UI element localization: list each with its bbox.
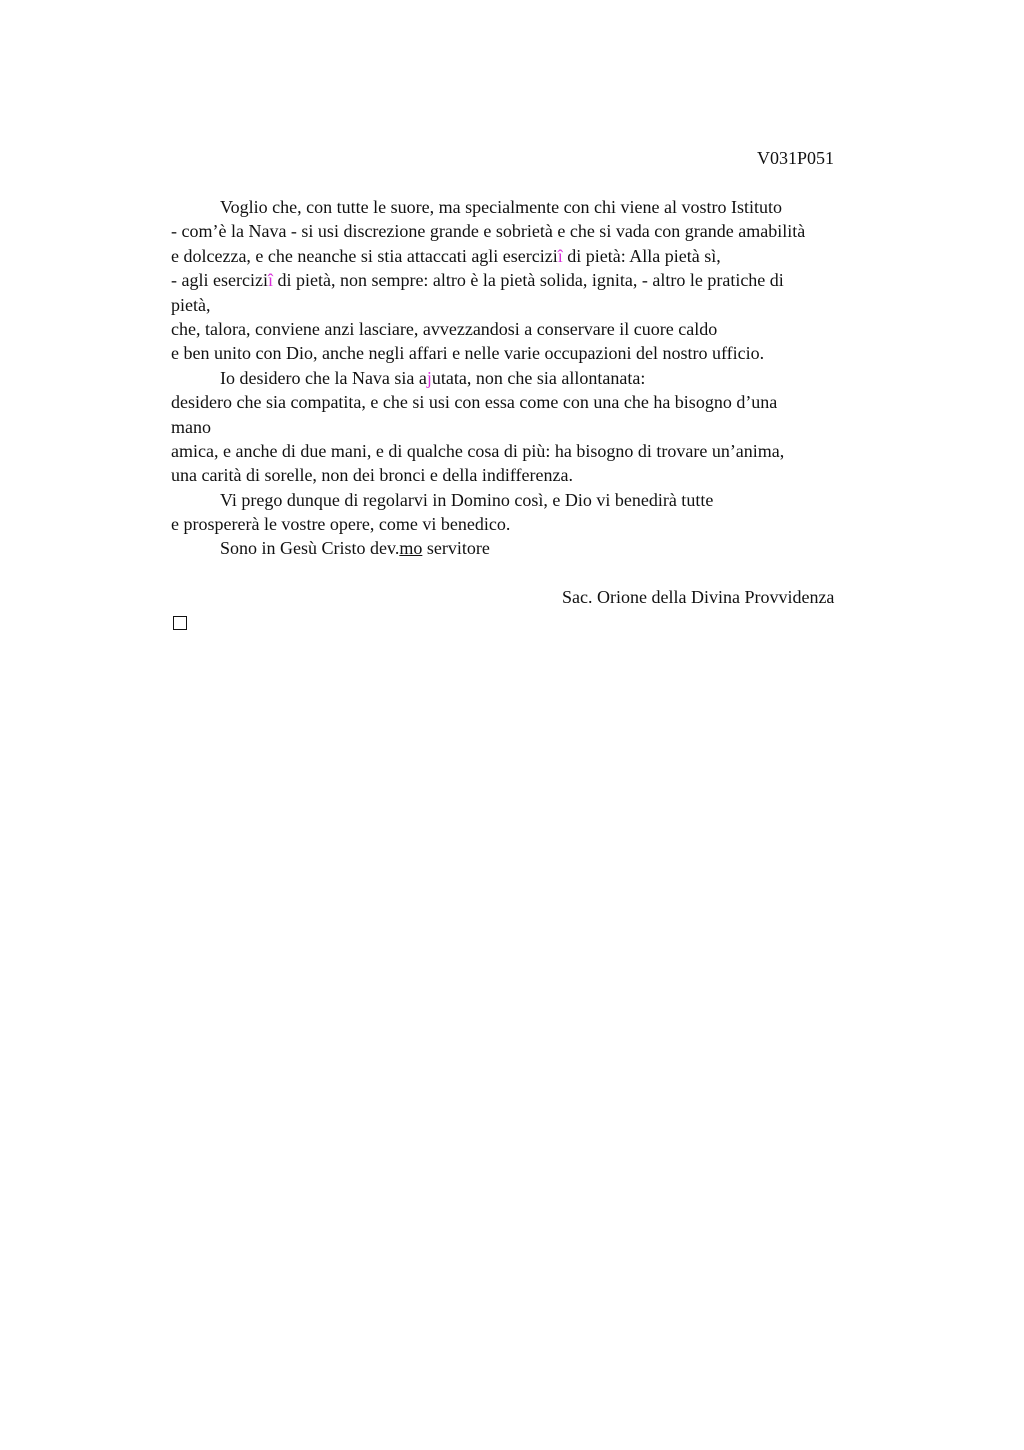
text-span: di pietà: Alla pietà sì, [562, 245, 721, 266]
blank-line [171, 561, 901, 585]
paragraph-1-line-3 [171, 244, 901, 268]
paragraph-1-line-6 [171, 317, 901, 341]
text-span: mano [171, 416, 211, 437]
square-end-icon [173, 616, 187, 630]
paragraph-1-line-5 [171, 293, 901, 317]
paragraph-3-line-1 [171, 488, 901, 512]
letter-body [171, 195, 901, 634]
text-span: una carità di sorelle, non dei bronci e della indifferenza. [171, 465, 573, 486]
closing-line [171, 536, 901, 560]
paragraph-2-line-4 [171, 439, 901, 463]
text-span: che, talora, conviene anzi lasciare, avvezzandosi a conservare il cuore caldo [171, 318, 718, 339]
end-mark-row [171, 610, 901, 634]
text-span: - agli esercizi [171, 270, 268, 291]
paragraph-2-line-3 [171, 415, 901, 439]
highlighted-letter: î [557, 245, 563, 266]
paragraph-1-line-7 [171, 341, 901, 365]
highlighted-letter: j [426, 367, 432, 388]
text-span: Vi prego dunque di regolarvi in Domino così, e Dio vi benedirà tutte [220, 489, 714, 510]
text-span: e prospererà le vostre opere, come vi benedico. [171, 514, 511, 535]
text-span: e ben unito con Dio, anche negli affari e nelle varie occupazioni del nostro ufficio. [171, 343, 765, 364]
text-span: di pietà, non sempre: altro è la pietà solida, ignita, - altro le pratiche di [272, 270, 784, 291]
text-span: amica, e anche di due mani, e di qualche cosa di più: ha bisogno di trovare un’anima, [171, 440, 785, 461]
page-code: V031P051 [757, 148, 835, 168]
text-span: pietà, [171, 294, 211, 315]
paragraph-2-line-2 [171, 390, 901, 414]
underlined-abbreviation: mo [399, 538, 423, 559]
text-span: Sono in Gesù Cristo dev. [220, 538, 400, 559]
highlighted-letter: î [267, 270, 273, 291]
paragraph-2-line-1 [171, 366, 901, 390]
signature: Sac. Orione della Divina Provvidenza [562, 587, 835, 608]
text-span: utata, non che sia allontanata: [431, 367, 646, 388]
paragraph-1-line-1 [171, 195, 901, 219]
paragraph-2-line-5 [171, 463, 901, 487]
text-span: Voglio che, con tutte le suore, ma specialmente con chi viene al vostro Istituto [220, 197, 783, 217]
text-span: desidero che sia compatita, e che si usi con essa come con una che ha bisogno d’una [171, 392, 778, 413]
text-span: Io desidero che la Nava sia a [220, 367, 427, 388]
text-span: - com’è la Nava - si usi discrezione grande e sobrietà e che si vada con grande amabilità [171, 221, 806, 242]
text-span: servitore [422, 538, 490, 559]
paragraph-1-line-2 [171, 219, 901, 243]
paragraph-3-line-2 [171, 512, 901, 536]
paragraph-1-line-4 [171, 268, 901, 292]
text-span: e dolcezza, e che neanche si stia attaccati agli esercizi [171, 245, 558, 266]
